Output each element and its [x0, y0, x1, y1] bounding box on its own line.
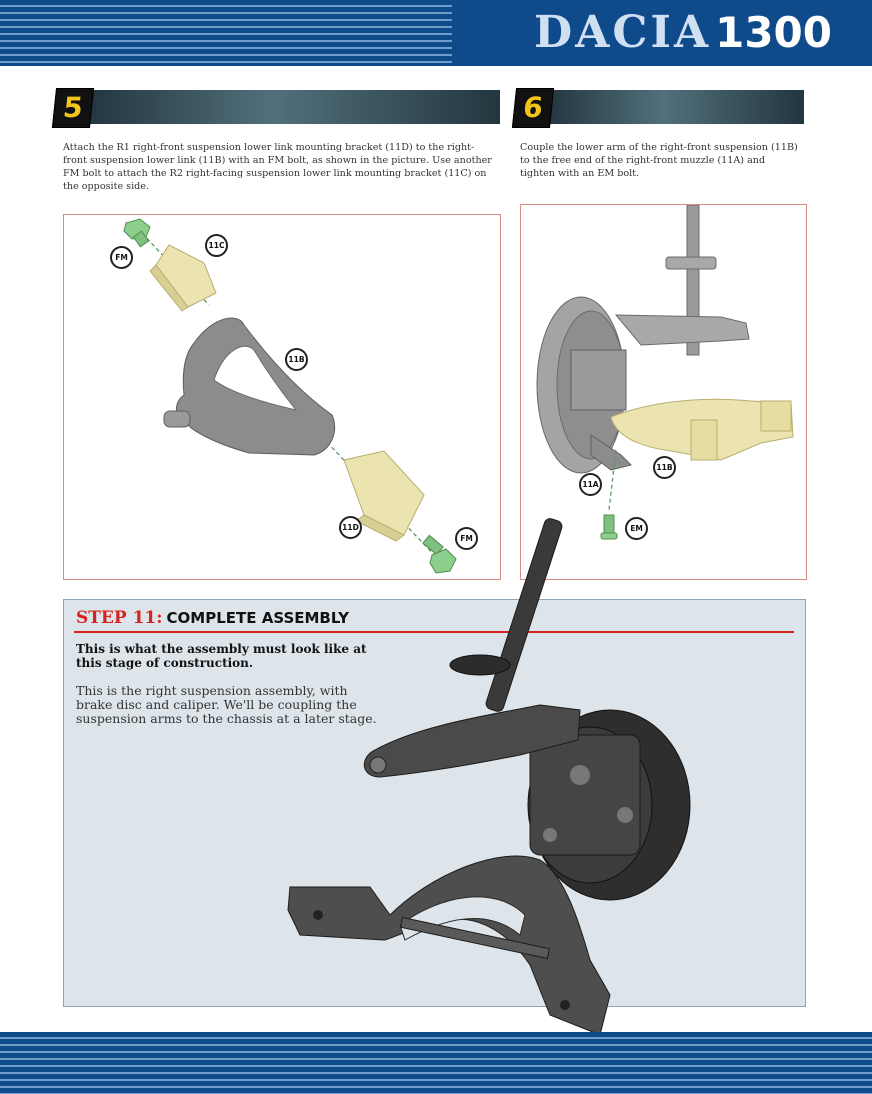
- assembly-body-text: This is the right suspension assembly, with brake disc and caliper. We'll be coupling the suspension arms to the chassis at a later stage.: [76, 683, 377, 726]
- step5-number: 5: [52, 88, 94, 128]
- assembled-suspension-image: [280, 515, 700, 1040]
- link-11b: [164, 318, 335, 455]
- label-11a: 11A: [579, 473, 602, 496]
- brand-logo: [534, 8, 832, 66]
- assembly-title: COMPLETE ASSEMBLY: [166, 609, 349, 627]
- step6-text: Couple the lower arm of the right-front suspension (11B) to the free end of the right-front muzzle (11A) and tighten with an EM bolt.: [520, 142, 798, 179]
- arm-11b: [611, 399, 793, 460]
- brand-number: 1300: [715, 8, 832, 57]
- brake-disc: [537, 297, 626, 473]
- step5-bar: [88, 90, 500, 124]
- brand-name: DACIA: [534, 7, 712, 58]
- header-stripes: [0, 0, 452, 66]
- label-fm-bottom: FM: [455, 527, 478, 550]
- step5-text: Attach the R1 right-front suspension lower link mounting bracket (11D) to the right-front suspension lower link (11B) with an FM bolt, as shown in the picture. Use another FM bolt to attach the R2 right-facing suspension lower link mounting bracket (11C) on the opposite side.: [63, 142, 492, 192]
- step6-bar: [548, 90, 804, 124]
- label-11b: 11B: [653, 456, 676, 479]
- label-11b: 11B: [285, 348, 308, 371]
- page-footer: [0, 1032, 872, 1094]
- label-11c: 11C: [205, 234, 228, 257]
- label-fm-top: FM: [110, 246, 133, 269]
- page-header: [0, 0, 872, 66]
- label-11d: 11D: [339, 516, 362, 539]
- label-em: EM: [625, 517, 648, 540]
- fm-bolt-top: [124, 219, 150, 247]
- step6-number: 6: [512, 88, 554, 128]
- step-label: STEP 11:: [76, 608, 163, 628]
- assembly-bold-text: This is what the assembly must look like at this stage of construction.: [76, 642, 367, 670]
